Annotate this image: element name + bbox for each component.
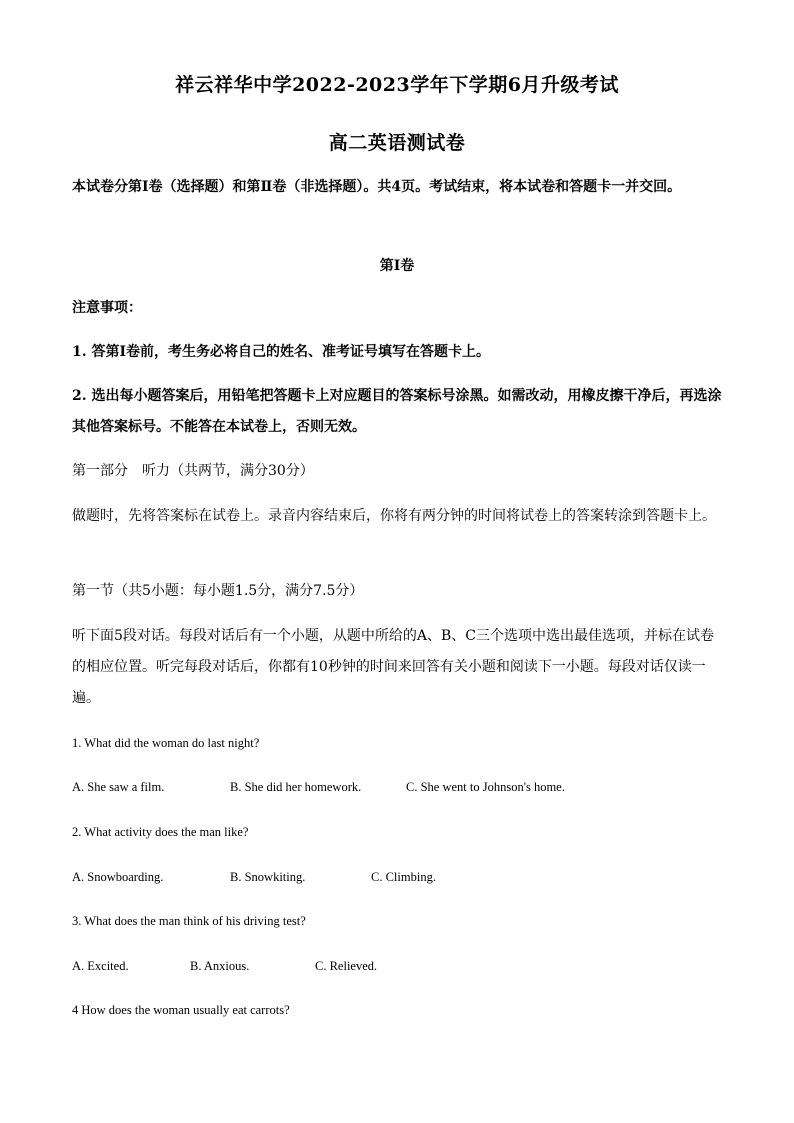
intro-paragraph: 本试卷分第Ⅰ卷（选择题）和第Ⅱ卷（非选择题）。共4页。考试结束，将本试卷和答题卡一并交回。 bbox=[72, 179, 682, 195]
part1-instruction: 做题时，先将答案标在试卷上。录音内容结束后，你将有两分钟的时间将试卷上的答案转涂到答题卡上。 bbox=[72, 508, 716, 524]
question-4: 4 How does the woman usually eat carrots? bbox=[72, 1003, 290, 1017]
question-1-option-a: A. She saw a film. bbox=[72, 780, 165, 794]
question-2: 2. What activity does the man like? bbox=[72, 825, 249, 839]
exam-title: 祥云祥华中学2022-2023学年下学期6月升级考试 bbox=[175, 74, 619, 96]
exam-subtitle: 高二英语测试卷 bbox=[328, 132, 466, 154]
question-3-option-c: C. Relieved. bbox=[315, 959, 378, 973]
note-item-2: 2. 选出每小题答案后，用铅笔把答题卡上对应题目的答案标号涂黑。如需改动，用橡皮擦干净后，再选涂其他答案标号。不能答在本试卷上，否则无效。 bbox=[72, 388, 722, 435]
note-item-1: 1. 答第Ⅰ卷前，考生务必将自己的姓名、准考证号填写在答题卡上。 bbox=[72, 344, 491, 360]
question-3: 3. What does the man think of his driving test? bbox=[72, 914, 306, 928]
question-1: 1. What did the woman do last night? bbox=[72, 736, 260, 750]
question-2-option-a: A. Snowboarding. bbox=[72, 870, 164, 884]
volume-title: 第Ⅰ卷 bbox=[379, 258, 415, 274]
question-1-option-b: B. She did her homework. bbox=[230, 780, 362, 794]
question-2-option-b: B. Snowkiting. bbox=[230, 870, 306, 884]
question-3-option-a: A. Excited. bbox=[72, 959, 129, 973]
part1-heading: 第一部分 听力（共两节，满分30分） bbox=[72, 463, 314, 479]
section1-heading: 第一节（共5小题：每小题1.5分，满分7.5分） bbox=[72, 583, 364, 599]
question-3-option-b: B. Anxious. bbox=[190, 959, 250, 973]
section1-instruction: 听下面5段对话。每段对话后有一个小题，从题中所给的A、B、C三个选项中选出最佳选项，并标在试卷的相应位置。听完每段对话后，你都有10秒钟的时间来回答有关小题和阅读下一小题。每段对话仅读一遍。 bbox=[72, 628, 715, 706]
question-2-option-c: C. Climbing. bbox=[371, 870, 436, 884]
question-1-option-c: C. She went to Johnson's home. bbox=[406, 780, 565, 794]
notes-title: 注意事项： bbox=[72, 300, 142, 316]
